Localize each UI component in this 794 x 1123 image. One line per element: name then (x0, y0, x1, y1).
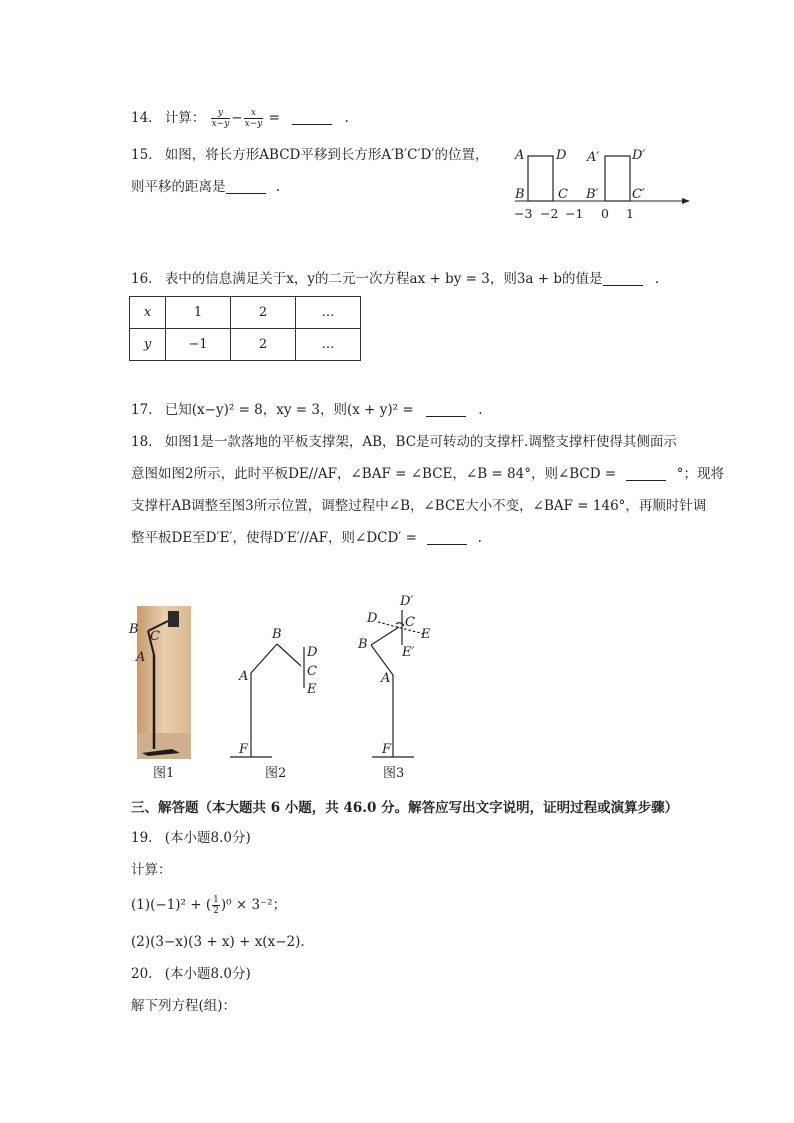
tablet (168, 611, 179, 627)
segment-ab (251, 644, 277, 673)
question-14: 14. 计算： $\frac{y}{x-y}$ − $\frac{x}{x-y}$ = . (131, 108, 349, 129)
rectangle-a2b2c2d2 (605, 156, 630, 201)
question-16: 16. 表中的信息满足关于x，y的二元一次方程ax + by = 3，则3a + b的值是 . (131, 271, 660, 287)
table-row: x 1 2 … (130, 297, 361, 329)
svg-text:1: 1 (626, 206, 634, 221)
svg-text:−1: −1 (565, 206, 584, 221)
figure-2-diagram (230, 620, 330, 765)
question-18-line2: 意图如图2所示，此时平板DE//AF，∠BAF = ∠BCE，∠B = 84°，则∠BCD = °；现将 (131, 466, 725, 482)
svg-text:B: B (358, 637, 368, 652)
svg-text:A: A (381, 671, 391, 686)
svg-text:A: A (136, 650, 146, 665)
svg-text:B′: B′ (586, 187, 599, 202)
translation-figure (505, 140, 695, 224)
answer-blank (603, 271, 643, 286)
svg-text:−3: −3 (514, 206, 533, 221)
svg-text:C: C (307, 664, 317, 679)
svg-text:E: E (307, 682, 317, 697)
question-number: 17. (131, 402, 153, 418)
figure-1-caption: 图1 (153, 766, 175, 781)
section-heading: 三、解答题（本大题共 6 小题，共 46.0 分。解答应写出文字说明，证明过程或演算步骤） (131, 800, 679, 816)
figure-3-diagram (352, 590, 452, 765)
svg-text:D′: D′ (632, 148, 646, 163)
floor (137, 733, 191, 759)
segment-de-dashed (378, 622, 424, 634)
question-19: 19. (本小题8.0分) (131, 830, 251, 846)
question-number: 15. (131, 147, 153, 163)
svg-text:C: C (150, 629, 160, 644)
question-19-instruction: 计算： (131, 862, 172, 878)
svg-text:E′: E′ (402, 645, 415, 660)
question-19-part-1: (1)(−1)² + ( $\frac{1}{2}$ )⁰ × 3⁻²； (131, 895, 287, 916)
fraction-half: $\frac{1}{2}$ (213, 895, 219, 916)
question-prefix: 计算： (164, 110, 206, 126)
answer-blank (427, 530, 467, 545)
svg-text:D: D (367, 611, 378, 626)
figure-3-caption: 图3 (383, 766, 405, 781)
svg-text:0: 0 (601, 206, 609, 221)
question-19-part-2: (2)(3−x)(3 + x) + x(x−2). (131, 934, 305, 950)
question-18-line1: 18. 如图1是一款落地的平板支撑架，AB，BC是可转动的支撑杆.调整支撑杆使得其侧面示 (131, 434, 677, 450)
segment-bc (371, 627, 399, 645)
table-row: y −1 2 … (130, 329, 361, 361)
question-number: 18. (131, 434, 153, 450)
question-15-line2: 则平移的距离是 . (131, 179, 281, 195)
question-number: 14. (131, 110, 153, 126)
svg-text:B: B (272, 627, 282, 642)
question-18-line3: 支撑杆AB调整至图3所示位置，调整过程中∠B，∠BCE大小不变，∠BAF = 146°，再顺时针调 (131, 498, 707, 514)
fraction-1: $\frac{y}{x-y}$ (211, 108, 230, 129)
svg-text:F: F (239, 742, 249, 757)
svg-text:B: B (515, 187, 525, 202)
svg-text:A: A (515, 148, 525, 163)
figure-1-photo (128, 603, 198, 763)
svg-text:F: F (382, 742, 392, 757)
question-number: 20. (131, 966, 153, 982)
svg-text:B: B (129, 622, 139, 637)
question-number: 16. (131, 271, 153, 287)
answer-blank (626, 466, 666, 481)
svg-text:A′: A′ (587, 150, 600, 165)
arrow-head (682, 198, 690, 204)
answer-blank (292, 110, 332, 125)
svg-text:D: D (556, 148, 567, 163)
svg-text:C′: C′ (632, 187, 645, 202)
answer-blank (426, 402, 466, 417)
svg-text:E: E (421, 627, 431, 642)
answer-blank (226, 179, 266, 194)
svg-text:C: C (405, 615, 415, 630)
angle-arc (396, 623, 404, 626)
question-20-instruction: 解下列方程(组)： (131, 998, 237, 1014)
svg-text:−2: −2 (540, 206, 559, 221)
question-20: 20. (本小题8.0分) (131, 966, 251, 982)
segment-bc (277, 644, 301, 666)
question-17: 17. 已知(x−y)² = 8，xy = 3，则(x + y)² = . (131, 402, 483, 418)
svg-text:D′: D′ (400, 594, 414, 609)
question-number: 19. (131, 830, 153, 846)
svg-text:C: C (558, 187, 568, 202)
svg-text:D: D (307, 645, 318, 660)
values-table (129, 296, 361, 361)
question-15-line1: 15. 如图，将长方形ABCD平移到长方形A′B′C′D′的位置， (131, 147, 489, 163)
fraction-2: $\frac{x}{x-y}$ (244, 108, 263, 129)
figure-2-caption: 图2 (265, 766, 287, 781)
rectangle-abcd (528, 156, 553, 201)
question-18-line4: 整平板DE至D′E′，使得D′E′//AF，则∠DCD′ = . (131, 530, 482, 546)
svg-text:A: A (239, 669, 249, 684)
